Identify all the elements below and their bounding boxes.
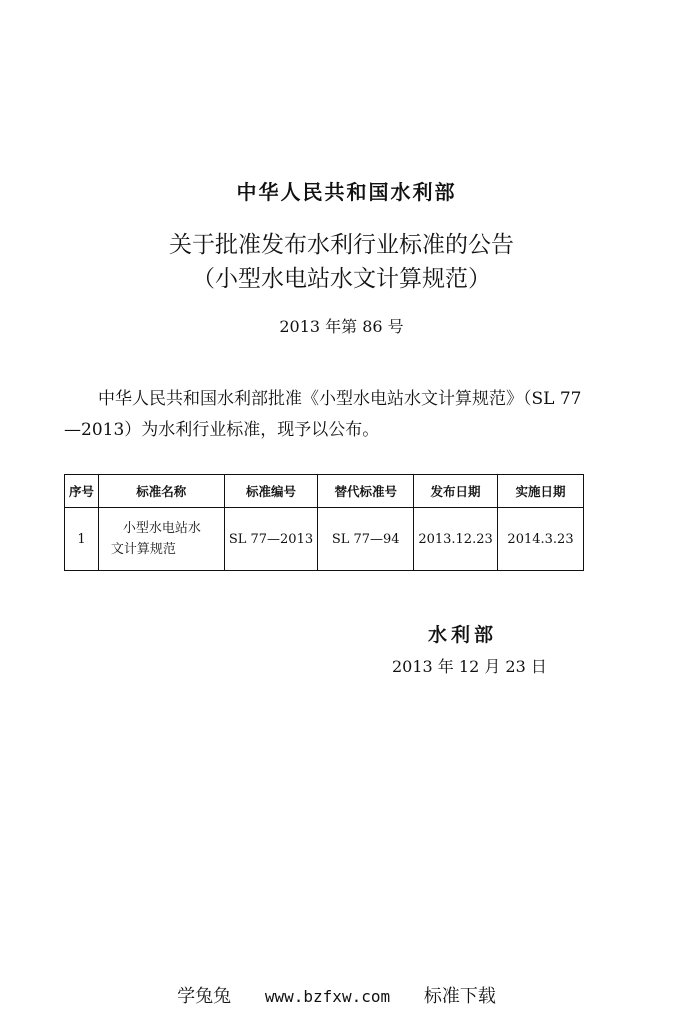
announcement-body: 中华人民共和国水利部批准《小型水电站水文计算规范》（SL 77—2013）为水利行业标准，现予以公布。 [64,389,582,440]
col-header-issue-date: 发布日期 [414,475,498,508]
col-header-index: 序号 [65,475,99,508]
signature-date: 2013 年 12 月 23 日 [392,657,547,676]
announcement-subtitle: （小型水电站水文计算规范） [192,266,491,292]
col-header-replaces: 替代标准号 [318,475,414,508]
footer-site-name: 学兔兔 [177,986,232,1007]
standards-table [64,474,584,571]
cell-index: 1 [65,508,99,571]
cell-name-line2: 文计算规范 [110,542,176,557]
footer-tagline: 标准下载 [423,986,496,1007]
col-header-effective-date: 实施日期 [498,475,584,508]
col-header-name: 标准名称 [98,475,224,508]
table-row [65,508,584,571]
cell-name [98,508,224,571]
cell-replaces: SL 77—94 [318,508,414,571]
col-header-code: 标准编号 [224,475,318,508]
footer-url[interactable]: www.bzfxw.com [264,987,391,1006]
cell-code: SL 77—2013 [224,508,318,571]
table-header-row [65,475,584,508]
footer-watermark [0,982,673,1008]
cell-effective-date: 2014.3.23 [498,508,584,571]
announcement-title: 关于批准发布水利行业标准的公告 [169,232,514,258]
cell-issue-date: 2013.12.23 [414,508,498,571]
cell-name-line1: 小型水电站水 [122,521,201,536]
signature-organization: 水利部 [428,624,498,646]
ministry-name: 中华人民共和国水利部 [236,180,457,204]
announcement-number: 2013 年第 86 号 [279,317,404,336]
